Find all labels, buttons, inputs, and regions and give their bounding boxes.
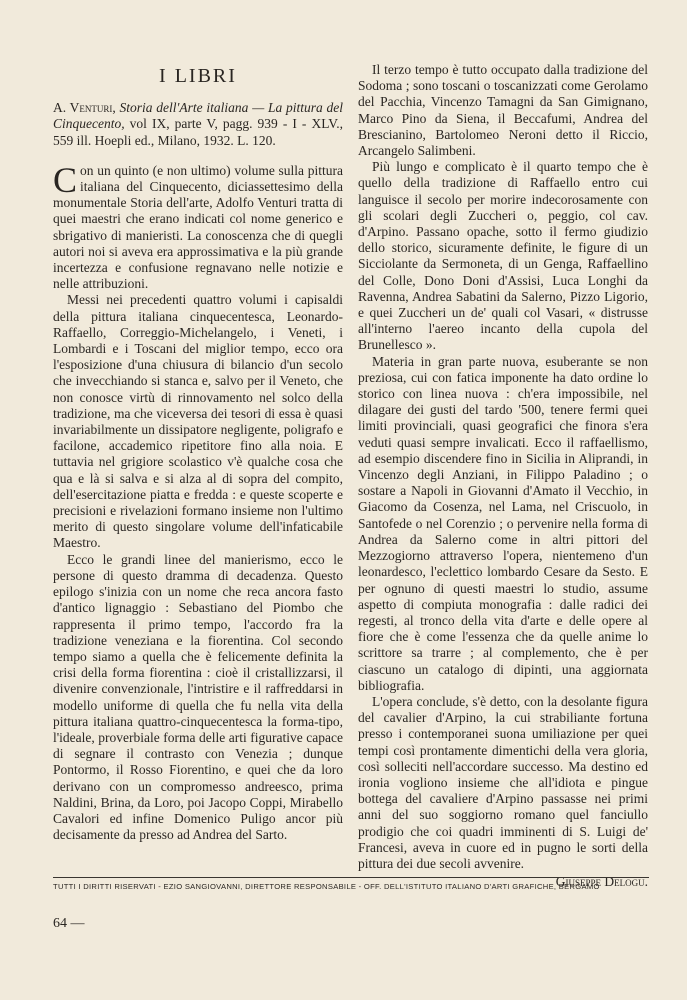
biblio-details: vol IX, parte V, pagg. 939 - I - XLV., 559 ill. Hoepli ed., Milano, 1932. L. 120.: [53, 116, 343, 148]
biblio-title: Storia dell'Arte italiana — La pittura del Cinquecento,: [53, 100, 343, 132]
bibliographic-entry: A. Venturi, Storia dell'Arte italiana — La pittura del Cinquecento, vol IX, parte V, pagg. 939 - I - XLV., 559 ill. Hoepli ed., Milano, 1932. L. 120.: [53, 100, 343, 148]
drop-cap: C: [53, 159, 78, 200]
paragraph: L'opera conclude, s'è detto, con la desolante figura del cavalier d'Arpino, la cui strabiliante fortuna presso i contemporanei suona umiliazione per quei tempi così prontamente dimentichi della vera gloria, così solleciti nell'accordare successo. Ma destino ed ironia vogliono insieme che all'idiota e pingue bottega del cavaliere d'Arpino passasse nei primi anni del suo soggiorno romano quel fanciullo prodigio che coi quadri imminenti di S. Luigi de' Francesi, aveva in cuore ed in pugno le sorti della pittura dei due secoli avvenire.: [358, 693, 648, 871]
biblio-author: A. Venturi: [53, 100, 113, 116]
footer-credits: TUTTI I DIRITTI RISERVATI - EZIO SANGIOVANNI, DIRETTORE RESPONSABILE - OFF. DELL'ISTITUTO ITALIANO D'ARTI GRAFICHE, BERGAMO: [53, 882, 600, 891]
paragraph: Più lungo e complicato è il quarto tempo che è quello della tradizione di Raffaello entro cui languisce il secolo per morire indecorosamente con gli scolari degli Zuccheri o, peggio, col cav. d'Arpino. Passano opache, sotto il fermo giudizio dello storico, sicuramente definite, le figure di un Sicciolante da Sermoneta, di un Genga, Raffaellino del Colle, Dono Doni d'Assisi, Luca Longhi da Ravenna, Andrea Sabatini da Salerno, Pizzo Ligorio, e quei Zuccheri un de' quali col Vasari, « distrusse all'interno l'aereo incanto della cupola del Brunellesco ».: [358, 159, 648, 353]
paragraph-text: on un quinto (e non ultimo) volume sulla pittura italiana del Cinquecento, diciassettesimo della monumentale Storia dell'arte, Adolfo Venturi tratta di quei maestri che erano indicati col nome generico e sbrigativo di manieristi. La conoscenza che di quegli autori noi si aveva era approssimativa e la più grande incertezza e confusione regnavano nelle notizie e nelle attribuzioni.: [53, 162, 343, 292]
paragraph: Messi nei precedenti quattro volumi i capisaldi della pittura italiana cinquecentesca, Leonardo-Raffaello, Correggio-Michelangelo, i Veneti, i Lombardi e i Toscani del miglior tempo, ecco ora l'esposizione d'una chiusura di bilancio d'un secolo che invecchiando si stanca e, salvo per il Veneto, che non conosce virtù di rinnovamento nel solco della tradizione, ma che viceversa dei tesori di essa è quasi invariabilmente un dissipatore negligente, poligrafo e facilone, accademico ripetitore fino alla noia. E tuttavia nel grigiore scolastico v'è qualche cosa che qua e là si salva e si alza al di sopra del compito, dell'esercitazione piatta e fredda : e queste scoperte e precisioni e rivelazioni formano insieme non l'ultimo merito di questo singolare volume dell'infaticabile Maestro.: [53, 292, 343, 551]
paragraph: Il terzo tempo è tutto occupato dalla tradizione del Sodoma ; sono toscani o toscanizzati come Gerolamo del Pacchia, Vincenzo Tamagni da San Gimignano, Marco Pino da Siena, il Beccafumi, Andrea del Brescianino, Bartolomeo Neroni detto il Riccio, Arcangelo Salimbeni.: [358, 62, 648, 159]
author-signature: Giuseppe Delogu.: [555, 874, 648, 890]
left-column: [53, 62, 343, 843]
page-number: 64 —: [53, 916, 85, 931]
paragraph: Materia in gran parte nuova, esuberante se non preziosa, cui con fatica imponente ha dato ordine lo storico con linea nuova : ch'era impossibile, nel dilagare dei gusti del tardo '500, tenere fermi quei limiti provinciali, quasi geografici che finora s'era veduti quasi sempre invalicati. Ecco il raffaellismo, ad esempio discendere fino in Sicilia in Aliprandi, in Vincenzo degli Anziani, in Filippo Paladino ; o sostare a Napoli in Giovanni d'Amato il Vecchio, in Giacomo da Cosenza, nel Lama, nel Criscuolo, in Santofede o nel Corenzio ; o pervenire nella forma di Andrea da Salerno come in altri pittori del Mezzogiorno attraverso l'opera, nientemeno d'un leonardesco, l'eclettico lombardo Cesare da Sesto. E per ognuno di questi maestri lo studio, assume aspetto di compiuta monografia : dalle radici dei regesti, al tronco della vita d'arte e delle opere al fiore che è come l'essenza che da quelle anime lo scrittore sa trarre ; al complemento, che è per ciascuno un catalogo di dipinti, una aggiornata bibliografia.: [358, 353, 648, 693]
right-column: [358, 62, 648, 890]
footer-divider: [53, 877, 649, 878]
paragraph: [53, 159, 343, 293]
section-title: I LIBRI: [159, 65, 237, 87]
paragraph: Ecco le grandi linee del manierismo, ecco le persone di questo dramma di decadenza. Questo epilogo s'inizia con un nome che reca ancora fasto d'antico lignaggio : Sebastiano del Piombo che rappresenta il primo tempo, l'accordo fra la tradizione veneziana e la fiorentina. Col secondo tempo siamo a quella che è felicemente definita la crisi della forma fiorentina : cioè il cristallizzarsi, il divenire convenzionale, l'intristire e il raffreddarsi in modello uniforme di quella che fu nella vita della pittura italiana quattro-cinquecentesca la forma-tipo, l'ideale, proverbiale forma delle arti figurative capace di segnare il contrasto con Venezia ; dunque Pontormo, il Rosso Fiorentino, e quei che da loro derivano con un compromesso andreesco, prima Naldini, Brina, da Loro, poi Jacopo Coppi, Mirabello Cavalori ed infine Domenico Puligo ancor più decisamente da presso ad Andrea del Sarto.: [53, 551, 343, 843]
